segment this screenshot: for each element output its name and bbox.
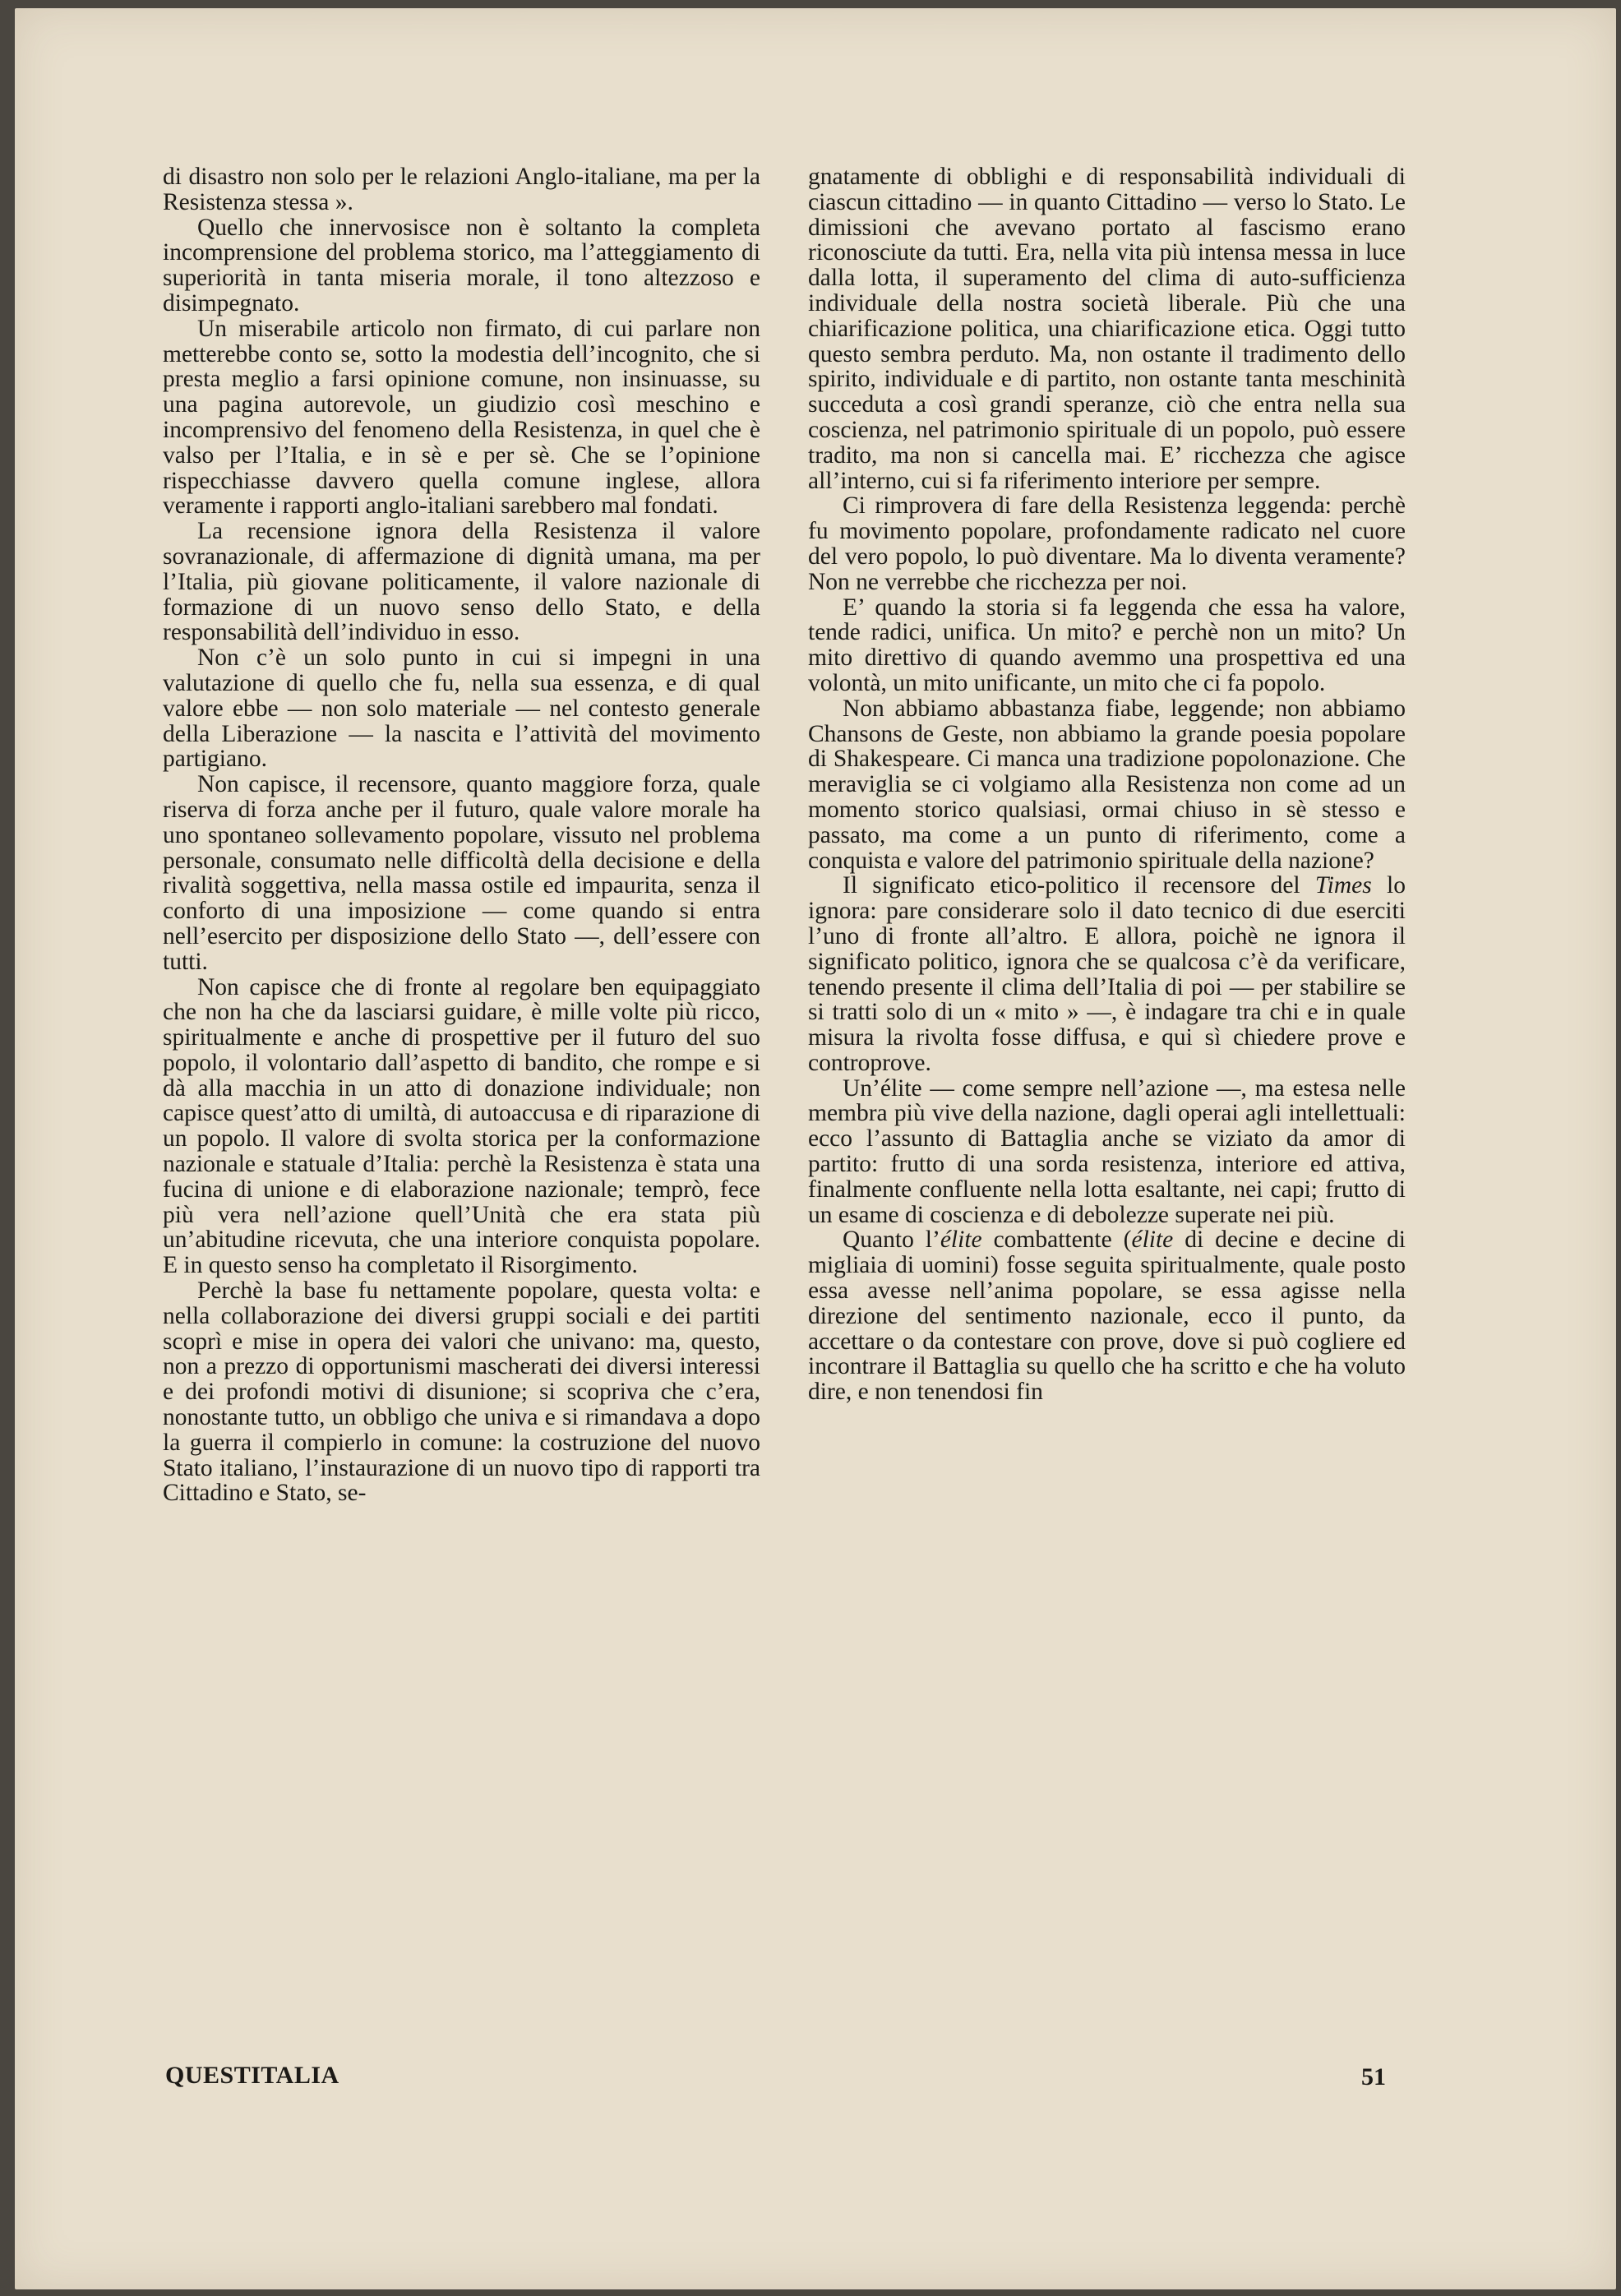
paragraph: Perchè la base fu nettamente popolare, questa volta: e nella collaborazione dei diversi gruppi sociali e dei partiti scoprì e mise in opera dei valori che univano: ma, questo, non a prezzo di opportunismi mascherati dei diversi interessi e dei profondi motivi di disunione; si scopriva che c’era, nonostante tutto, un obbligo che univa e si rimandava a dopo la guerra il compierlo in comune: la costruzione del nuovo Stato italiano, l’instaurazione di un nuovo tipo di rapporti tra Cittadino e Stato, se- <box>163 1277 760 1507</box>
text-run: Il significato etico-politico il recensore del <box>843 872 1315 899</box>
paragraph: Un’élite — come sempre nell’azione —, ma estesa nelle membra più vive della nazione, dagli operai agli intellettuali: ecco l’assunto di Battaglia anche se viziato da amor di partito: frutto di una sorda resistenza, interiore ed attiva, finalmente confluente nella lotta esaltante, nei capi; frutto di un esame di coscienza e di debolezze superate nei più. <box>808 1074 1406 1228</box>
italic-title-times: Times <box>1314 872 1372 899</box>
italic-word: élite <box>940 1227 982 1254</box>
paragraph: gnatamente di obblighi e di responsabilità individuali di ciascun cittadino — in quanto Cittadino — verso lo Stato. Le dimissioni che avevano portato al fascismo erano riconosciute da tutti. Era, nella vita più intensa messa in luce dalla lotta, il superamento del clima di auto-sufficienza individuale della nostra società liberale. Più che una chiarificazione politica, una chiarificazione etica. Oggi tutto questo sembra perduto. Ma, non ostante il tradimento dello spirito, individuale e di partito, non ostante tanta meschinità succeduta a così grandi speranze, ciò che entra nella sua coscienza, nel patrimonio spirituale di un popolo, può essere tradito, ma non si cancella mai. E’ ricchezza che agisce all’interno, cui si fa riferimento interiore per sempre. <box>808 164 1406 494</box>
paragraph: Non capisce che di fronte al regolare ben equipaggiato che non ha che da lasciarsi guidare, è mille volte più ricco, spiritualmente e anche di prospettive per il futuro del suo popolo, il volontario dall’aspetto di bandito, che rompe e si dà alla macchia in un atto di donazione individuale; non capisce quest’atto di umiltà, di autoaccusa e di riparazione di un popolo. Il valore di svolta storica per la conformazione nazionale e statuale d’Italia: perchè la Resistenza è stata una fucina di unione e di elaborazione nazionale; temprò, fece più vera nell’azione quell’Unità che era stata più un’abitudine ricevuta, che una interiore conquista popolare. E in questo senso ha completato il Risorgimento. <box>163 973 760 1279</box>
text-run: Quanto l’ <box>843 1227 940 1254</box>
paragraph: Ci rimprovera di fare della Resistenza leggenda: perchè fu movimento popolare, profondamente radicato nel cuore del vero popolo, lo può diventare. Ma lo diventa veramente? Non ne verrebbe che ricchezza per noi. <box>808 492 1406 595</box>
paragraph: Quello che innervosisce non è soltanto la completa incomprensione del problema storico, ma l’atteggiamento di superiorità in tanta miseria morale, il tono altezzoso e disimpegnato. <box>163 214 760 316</box>
paragraph <box>808 1227 1406 1405</box>
paragraph: di disastro non solo per le relazioni Anglo-italiane, ma per la Resistenza stessa ». <box>163 164 760 215</box>
paragraph: La recensione ignora della Resistenza il valore sovranazionale, di affermazione di dignità umana, ma per l’Italia, più giovane politicamente, il valore nazionale di formazione di un nuovo senso dello Stato, e della responsabilità dell’individuo in esso. <box>163 518 760 646</box>
italic-word: élite <box>1131 1227 1174 1254</box>
text-run: lo ignora: pare considerare solo il dato tecnico di due eserciti l’uno di fronte all’altro. E allora, poichè ne ignora il significato politico, ignora che se qualcosa c’è da verificare, tenendo presente il clima dell’Italia di poi — per stabilire se si tratti solo di un « mito » —, è indagare tra chi e in quale misura la rivolta fosse diffusa, e qui sì chiedere prove e controprove. <box>808 872 1406 1076</box>
page-number: 51 <box>1361 2063 1386 2090</box>
paragraph: Non capisce, il recensore, quanto maggiore forza, quale riserva di forza anche per il futuro, quale valore morale ha uno spontaneo sollevamento popolare, vissuto nel problema personale, consumato nelle difficoltà della decisione e della rivalità soggettiva, nella massa ostile ed impaurita, senza il conforto di una imposizione — come quando si entra nell’esercito per disposizione dello Stato —, dell’essere con tutti. <box>163 771 760 975</box>
paragraph: Non c’è un solo punto in cui si impegni in una valutazione di quello che fu, nella sua essenza, e di qual valore ebbe — non solo materiale — nel contesto generale della Liberazione — la nascita e l’attività del movimento partigiano. <box>163 644 760 773</box>
text-run: di decine e decine di migliaia di uomini) fosse seguita spiritualmente, quale posto essa avesse nell’anima popolare, se essa agisse nella direzione del sentimento nazionale, ecco il punto, da accettare o da contestare con prove, dove si può cogliere ed incontrare il Battaglia su quello che ha scritto e che ha voluto dire, e non tenendosi fin <box>808 1227 1406 1406</box>
paragraph: Un miserabile articolo non firmato, di cui parlare non metterebbe conto se, sotto la modestia dell’incognito, che si presta meglio a farsi opinione comune, non insinuasse, su una pagina autorevole, un giudizio così meschino e incomprensivo del fenomeno della Resistenza, in quel che è valso per l’Italia, e in sè e per sè. Che se l’opinione rispecchiasse davvero quella comune inglese, allora veramente i rapporti anglo-italiani sarebbero mal fondati. <box>163 315 760 520</box>
paragraph: E’ quando la storia si fa leggenda che essa ha valore, tende radici, unifica. Un mito? e perchè non un mito? Un mito direttivo di quando avemmo una prospettiva ed una volontà, un mito unificante, un mito che ci fa popolo. <box>808 594 1406 696</box>
paragraph <box>808 873 1406 1075</box>
right-column <box>808 164 1406 1405</box>
journal-name: QUESTITALIA <box>165 2062 339 2089</box>
text-run: combattente ( <box>981 1227 1132 1254</box>
paragraph: Non abbiamo abbastanza fiabe, leggende; non abbiamo Chansons de Geste, non abbiamo la grande poesia popolare di Shakespeare. Ci manca una tradizione popolonazione. Che meraviglia se ci volgiamo alla Resistenza non come ad un momento storico qualsiasi, ormai chiuso in sè stesso e passato, ma come a un punto di riferimento, come a conquista e valore del patrimonio spirituale della nazione? <box>808 695 1406 874</box>
page-sheet <box>15 8 1616 2289</box>
left-column <box>163 164 760 1506</box>
